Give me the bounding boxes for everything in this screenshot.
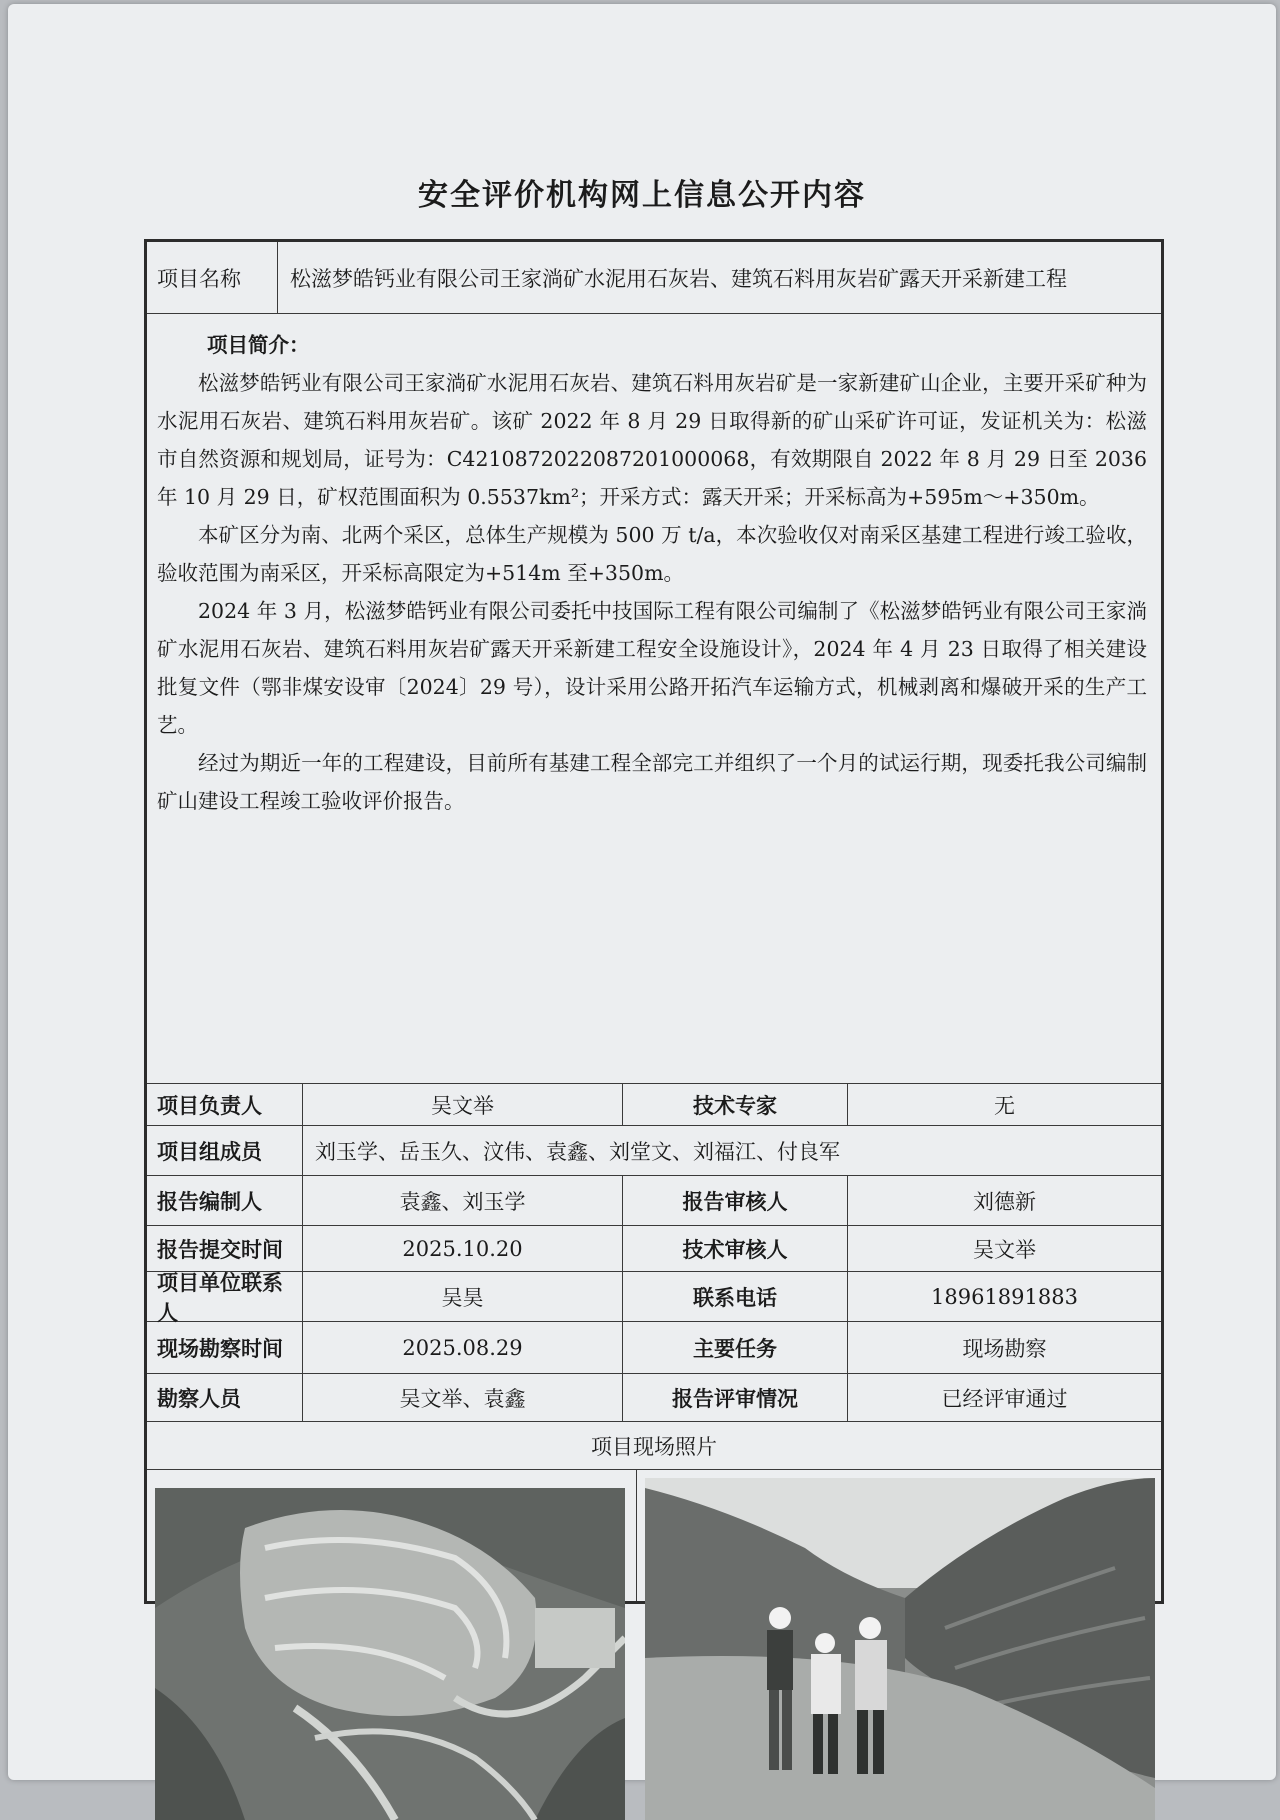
project-name-value: 松滋梦皓钙业有限公司王家淌矿水泥用石灰岩、建筑石料用灰岩矿露天开采新建工程 (277, 242, 1161, 313)
intro-paragraph: 经过为期近一年的工程建设，目前所有基建工程全部完工并组织了一个月的试运行期，现委托我公司编制矿山建设工程竣工验收评价报告。 (157, 751, 1147, 813)
photo-cell-right (637, 1470, 1161, 1601)
intro-paragraph: 2024 年 3 月，松滋梦皓钙业有限公司委托中技国际工程有限公司编制了《松滋梦皓钙业有限公司王家淌矿水泥用石灰岩、建筑石料用灰岩矿露天开采新建工程安全设施设计》，2024 年 4 月 23 日取得了相关建设批复文件（鄂非煤安设审〔2024〕29 号），设计采用公路开拓汽车运输方式，机械剥离和爆破开采的生产工艺。 (157, 599, 1147, 737)
tech-reviewer-label: 技术审核人 (622, 1226, 847, 1271)
survey-time-label: 现场勘察时间 (157, 1335, 283, 1361)
photo-cell-left (147, 1470, 637, 1601)
author-label: 报告编制人 (157, 1188, 262, 1214)
document-title: 安全评价机构网上信息公开内容 (418, 178, 866, 213)
photos-title: 项目现场照片 (591, 1434, 717, 1459)
members-label: 项目组成员 (157, 1138, 262, 1164)
intro-heading: 项目简介： (207, 333, 310, 357)
reviewer-value: 刘德新 (847, 1176, 1161, 1225)
project-name-row (147, 242, 1161, 314)
photos-title-row (147, 1422, 1161, 1470)
members-value: 刘玉学、岳玉久、汶伟、袁鑫、刘堂文、刘福江、付良军 (302, 1126, 1161, 1175)
expert-value: 无 (847, 1084, 1161, 1125)
task-value: 现场勘察 (847, 1322, 1161, 1373)
surveyors-row (147, 1374, 1161, 1422)
surveyors-value: 吴文举、袁鑫 (302, 1374, 622, 1421)
submit-label: 报告提交时间 (157, 1236, 283, 1262)
leader-row (147, 1084, 1161, 1126)
site-team-photo (645, 1478, 1155, 1820)
intro-paragraph: 本矿区分为南、北两个采区，总体生产规模为 500 万 t/a，本次验收仅对南采区基建工程进行竣工验收，验收范围为南采区，开采标高限定为+514m 至+350m。 (157, 523, 1147, 585)
leader-value: 吴文举 (302, 1084, 622, 1125)
surveyors-label: 勘察人员 (157, 1385, 241, 1411)
review-value: 已经评审通过 (847, 1374, 1161, 1421)
contact-label: 项目单位联系人 (157, 1269, 283, 1325)
aerial-quarry-photo (155, 1488, 625, 1820)
phone-value: 18961891883 (847, 1272, 1161, 1321)
intro-paragraph: 松滋梦皓钙业有限公司王家淌矿水泥用石灰岩、建筑石料用灰岩矿是一家新建矿山企业，主要开采矿种为水泥用石灰岩、建筑石料用灰岩矿。该矿 2022 年 8 月 29 日取得新的矿山采矿许可证，发证机关为：松滋市自然资源和规划局，证号为：C4210872022087201000068，有效期限自 2022 年 8 月 29 日至 2036 年 10 月 29 日，矿权范围面积为 0.5537km²；开采方式：露天开采；开采标高为+595m～+350m。 (157, 371, 1147, 509)
phone-label: 联系电话 (622, 1272, 847, 1321)
tech-reviewer-value: 吴文举 (847, 1226, 1161, 1271)
task-label: 主要任务 (622, 1322, 847, 1373)
submit-row (147, 1226, 1161, 1272)
expert-label: 技术专家 (622, 1084, 847, 1125)
survey-time-value: 2025.08.29 (302, 1322, 622, 1373)
author-row (147, 1176, 1161, 1226)
document-page (8, 4, 1276, 1780)
project-name-label: 项目名称 (157, 266, 241, 291)
project-intro (147, 314, 1161, 1084)
reviewer-label: 报告审核人 (622, 1176, 847, 1225)
author-value: 袁鑫、刘玉学 (302, 1176, 622, 1225)
members-row (147, 1126, 1161, 1176)
submit-value: 2025.10.20 (302, 1226, 622, 1271)
review-label: 报告评审情况 (622, 1374, 847, 1421)
leader-label: 项目负责人 (157, 1092, 262, 1118)
survey-time-row (147, 1322, 1161, 1374)
info-table (144, 239, 1164, 1604)
contact-value: 吴昊 (302, 1272, 622, 1321)
contact-row (147, 1269, 1161, 1325)
